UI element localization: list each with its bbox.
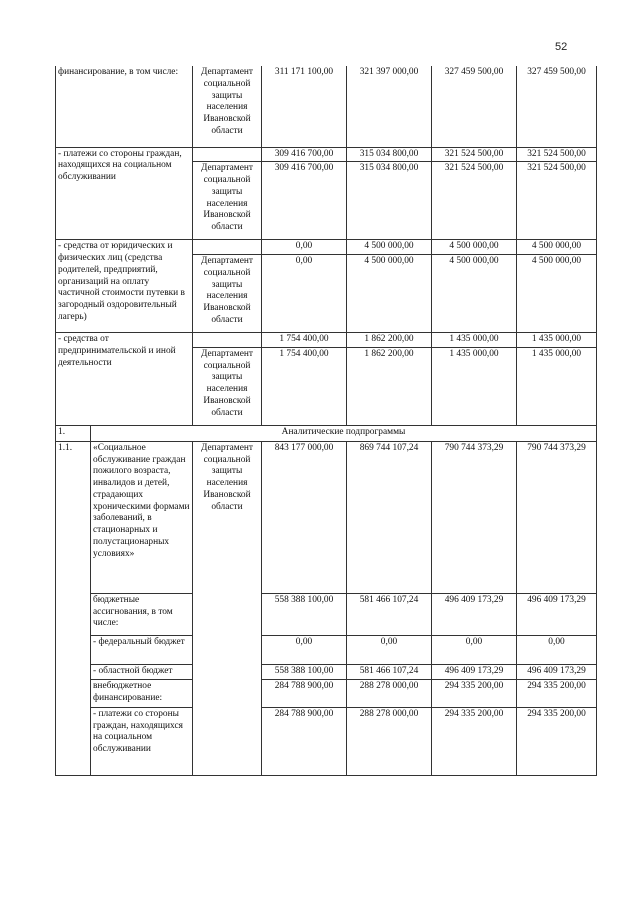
- section-title: Аналитические подпрограммы: [91, 425, 597, 441]
- table-row-legal-entities: [56, 240, 597, 255]
- row-label: бюджетные ассигнования, в том числе:: [91, 593, 193, 635]
- value-cell: 1 862 200,00: [347, 347, 432, 425]
- row-label: - областной бюджет: [91, 664, 193, 679]
- value-cell: 309 416 700,00: [262, 162, 347, 240]
- table-row-federal: [56, 635, 597, 664]
- department-cell: Департамент социальной защиты населения Ивановской области: [193, 66, 262, 147]
- value-cell: 496 409 173,29: [432, 593, 517, 635]
- value-cell: 558 388 100,00: [262, 664, 347, 679]
- table-row-section: [56, 425, 597, 441]
- value-cell: 0,00: [262, 635, 347, 664]
- department-cell: Департамент социальной защиты населения Ивановской области: [193, 162, 262, 240]
- value-cell: 4 500 000,00: [347, 255, 432, 333]
- row-label: внебюджетное финансирование:: [91, 679, 193, 707]
- empty-cell: [193, 240, 262, 255]
- value-cell: 4 500 000,00: [432, 255, 517, 333]
- value-cell: 496 409 173,29: [517, 664, 597, 679]
- value-cell: 309 416 700,00: [262, 147, 347, 162]
- table-row-financing: [56, 66, 597, 147]
- value-cell: 1 862 200,00: [347, 333, 432, 348]
- row-label: - федеральный бюджет: [91, 635, 193, 664]
- value-cell: 294 335 200,00: [432, 679, 517, 707]
- value-cell: 496 409 173,29: [517, 593, 597, 635]
- value-cell: 0,00: [262, 240, 347, 255]
- value-cell: 327 459 500,00: [432, 66, 517, 147]
- subprogram-number: 1.1.: [56, 441, 91, 775]
- value-cell: 496 409 173,29: [432, 664, 517, 679]
- value-cell: 0,00: [262, 255, 347, 333]
- value-cell: 0,00: [347, 635, 432, 664]
- value-cell: 321 524 500,00: [517, 147, 597, 162]
- value-cell: 327 459 500,00: [517, 66, 597, 147]
- value-cell: 4 500 000,00: [432, 240, 517, 255]
- table-row-extrabudget: [56, 679, 597, 707]
- value-cell: 294 335 200,00: [517, 679, 597, 707]
- value-cell: 311 171 100,00: [262, 66, 347, 147]
- value-cell: 315 034 800,00: [347, 147, 432, 162]
- value-cell: 1 435 000,00: [517, 347, 597, 425]
- table-row-entrepreneurial: [56, 333, 597, 348]
- table-row-budget: [56, 593, 597, 635]
- value-cell: 0,00: [517, 635, 597, 664]
- value-cell: 1 754 400,00: [262, 333, 347, 348]
- value-cell: 790 744 373,29: [517, 441, 597, 593]
- row-label: - платежи со стороны граждан, находящихся на социальном обслуживании: [56, 147, 193, 240]
- value-cell: 4 500 000,00: [347, 240, 432, 255]
- row-label: финансирование, в том числе:: [56, 66, 193, 147]
- row-label: - средства от предпринимательской и иной деятельности: [56, 333, 193, 426]
- department-cell: Департамент социальной защиты населения Ивановской области: [193, 255, 262, 333]
- row-label: - платежи со стороны граждан, находящихся на социальном обслуживании: [91, 707, 193, 775]
- value-cell: 315 034 800,00: [347, 162, 432, 240]
- page-number: 52: [555, 41, 568, 53]
- row-label: «Социальное обслуживание граждан пожилого возраста, инвалидов и детей, страдающих хроническими формами заболеваний, в стационарных и полустационарных условиях»: [91, 441, 193, 593]
- value-cell: 321 524 500,00: [517, 162, 597, 240]
- value-cell: 321 397 000,00: [347, 66, 432, 147]
- section-number: 1.: [56, 425, 91, 441]
- value-cell: 294 335 200,00: [432, 707, 517, 775]
- value-cell: 321 524 500,00: [432, 162, 517, 240]
- value-cell: 869 744 107,24: [347, 441, 432, 593]
- value-cell: 284 788 900,00: [262, 679, 347, 707]
- table-row-subprogram: [56, 441, 597, 593]
- value-cell: 4 500 000,00: [517, 255, 597, 333]
- value-cell: 4 500 000,00: [517, 240, 597, 255]
- table-row-extra-payments: [56, 707, 597, 775]
- table-row-citizen-payments: [56, 147, 597, 162]
- value-cell: 284 788 900,00: [262, 707, 347, 775]
- value-cell: 790 744 373,29: [432, 441, 517, 593]
- department-cell: Департамент социальной защиты населения Ивановской области: [193, 441, 262, 775]
- value-cell: 321 524 500,00: [432, 147, 517, 162]
- empty-cell: [193, 333, 262, 348]
- value-cell: 294 335 200,00: [517, 707, 597, 775]
- table-row-regional: [56, 664, 597, 679]
- value-cell: 1 435 000,00: [432, 333, 517, 348]
- value-cell: 581 466 107,24: [347, 664, 432, 679]
- value-cell: 1 754 400,00: [262, 347, 347, 425]
- value-cell: 288 278 000,00: [347, 679, 432, 707]
- value-cell: 558 388 100,00: [262, 593, 347, 635]
- value-cell: 0,00: [432, 635, 517, 664]
- value-cell: 1 435 000,00: [517, 333, 597, 348]
- budget-table: [55, 66, 597, 776]
- value-cell: 843 177 000,00: [262, 441, 347, 593]
- empty-cell: [193, 147, 262, 162]
- department-cell: Департамент социальной защиты населения Ивановской области: [193, 347, 262, 425]
- row-label: - средства от юридических и физических лиц (средства родителей, предприятий, организаций на оплату частичной стоимости путевки в загородный оздоровительный лагерь): [56, 240, 193, 333]
- value-cell: 1 435 000,00: [432, 347, 517, 425]
- value-cell: 581 466 107,24: [347, 593, 432, 635]
- value-cell: 288 278 000,00: [347, 707, 432, 775]
